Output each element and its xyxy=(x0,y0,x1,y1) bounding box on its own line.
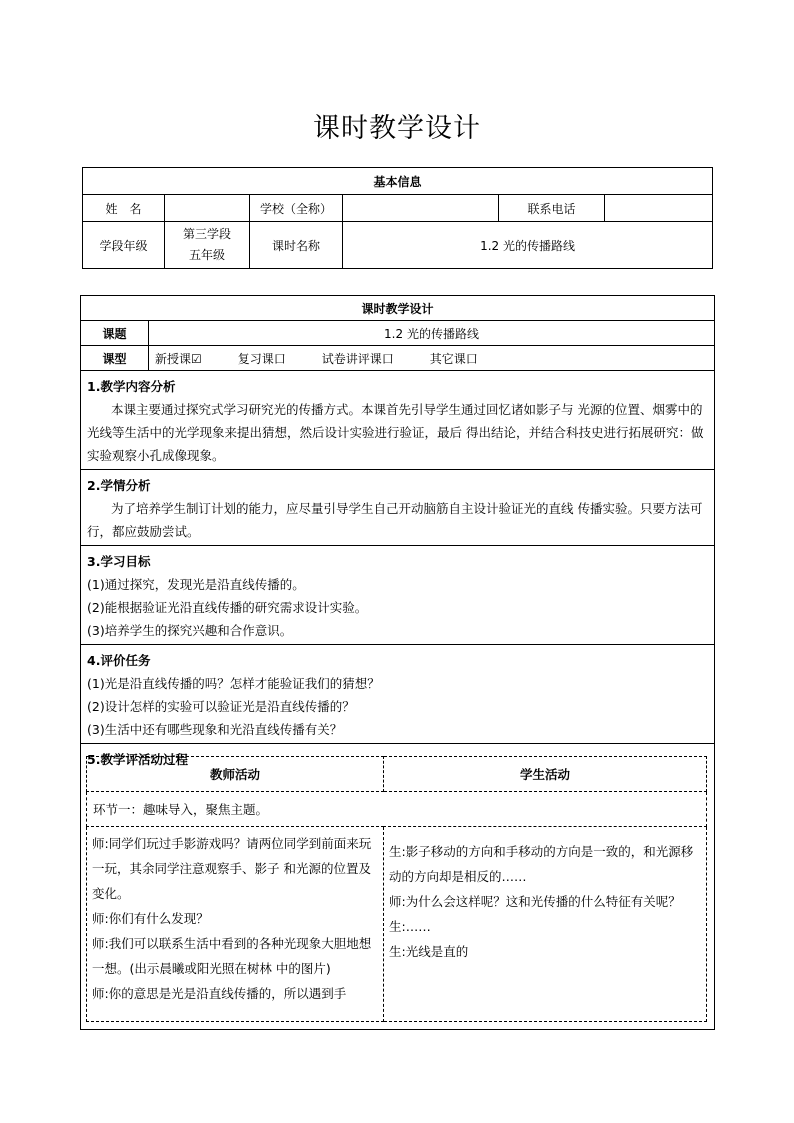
learning-goals-title: 3.学习目标 xyxy=(87,554,151,569)
grade-year: 五年级 xyxy=(188,248,225,262)
student-line: 生:…… xyxy=(389,919,431,934)
activity-process-title: 5.教学评活动过程 xyxy=(87,752,188,767)
student-line: 生:影子移动的方向和手移动的方向是一致的，和光源移动的方向却是相反的…… xyxy=(389,844,694,884)
type-label: 课型 xyxy=(81,346,149,371)
phone-value xyxy=(605,195,713,222)
teacher-activity-header: 教师活动 xyxy=(87,757,384,792)
content-analysis-title: 1.教学内容分析 xyxy=(87,379,176,394)
task-item: (1)光是沿直线传播的吗？怎样才能验证我们的猜想？ xyxy=(87,676,380,691)
learner-analysis-title: 2.学情分析 xyxy=(87,478,151,493)
learner-analysis-text: 为了培养学生制订计划的能力，应尽量引导学生自己开动脑筋自主设计验证光的直线 传播实验。只要方法可行，都应鼓励尝试。 xyxy=(87,501,703,539)
name-label: 姓 名 xyxy=(83,195,165,222)
type-option-review: 复习课口 xyxy=(237,351,286,366)
lesson-label: 课时名称 xyxy=(250,222,343,269)
student-activity-cell xyxy=(384,827,707,1022)
school-label: 学校（全称） xyxy=(250,195,343,222)
type-option-new: 新授课☑ xyxy=(155,351,202,366)
type-option-exam: 试卷讲评课口 xyxy=(321,351,394,366)
grade-label: 学段年级 xyxy=(83,222,165,269)
topic-label: 课题 xyxy=(81,321,149,346)
learner-analysis-section xyxy=(81,470,715,546)
student-activity-header: 学生活动 xyxy=(384,757,707,792)
learning-goals-section xyxy=(81,546,715,645)
grade-stage: 第三学段 xyxy=(182,227,231,241)
page-title: 课时教学设计 xyxy=(313,113,481,144)
content-analysis-section xyxy=(81,371,715,470)
content-analysis-text: 本课主要通过探究式学习研究光的传播方式。本课首先引导学生通过回忆诸如影子与 光源的位置、烟雾中的光线等生活中的光学现象来提出猜想，然后设计实验进行验证，最后 得出结论，并结合科技史进行拓展研究：做实验观察小孔成像现象。 xyxy=(87,402,704,463)
teacher-line: 师:你们有什么发现？ xyxy=(92,911,209,926)
grade-value xyxy=(165,222,250,269)
student-line: 生:光线是直的 xyxy=(389,944,469,959)
goal-item: (3)培养学生的探究兴趣和合作意识。 xyxy=(87,623,293,638)
activity-table xyxy=(86,756,707,1022)
assessment-tasks-section xyxy=(81,645,715,744)
teacher-activity-cell xyxy=(87,827,384,1022)
design-header: 课时教学设计 xyxy=(81,296,715,321)
school-value xyxy=(343,195,499,222)
name-value xyxy=(165,195,250,222)
task-item: (3)生活中还有哪些现象和光沿直线传播有关？ xyxy=(87,722,343,737)
teacher-line: 师:同学们玩过手影游戏吗？请两位同学到前面来玩一玩，其余同学注意观察手、影子 和光源的位置及变化。 xyxy=(92,836,372,901)
teacher-line: 师:你的意思是光是沿直线传播的，所以遇到手 xyxy=(92,986,347,1001)
goal-item: (2)能根据验证光沿直线传播的研究需求设计实验。 xyxy=(87,600,368,615)
assessment-tasks-title: 4.评价任务 xyxy=(87,653,151,668)
lesson-value: 1.2 光的传播路线 xyxy=(343,222,713,269)
segment-title: 环节一：趣味导入，聚焦主题。 xyxy=(87,792,707,827)
phone-label: 联系电话 xyxy=(499,195,605,222)
topic-value: 1.2 光的传播路线 xyxy=(149,321,715,346)
type-option-other: 其它课口 xyxy=(429,351,478,366)
basic-info-table xyxy=(82,167,713,269)
task-item: (2)设计怎样的实验可以验证光是沿直线传播的？ xyxy=(87,699,355,714)
type-options xyxy=(149,346,715,371)
teacher-line: 师:我们可以联系生活中看到的各种光现象大胆地想一想。(出示晨曦或阳光照在树林 中的图片) xyxy=(92,936,372,976)
basic-info-header: 基本信息 xyxy=(83,168,713,195)
student-line: 师:为什么会这样呢？这和光传播的什么特征有关呢？ xyxy=(389,894,681,909)
goal-item: (1)通过探究，发现光是沿直线传播的。 xyxy=(87,577,305,592)
